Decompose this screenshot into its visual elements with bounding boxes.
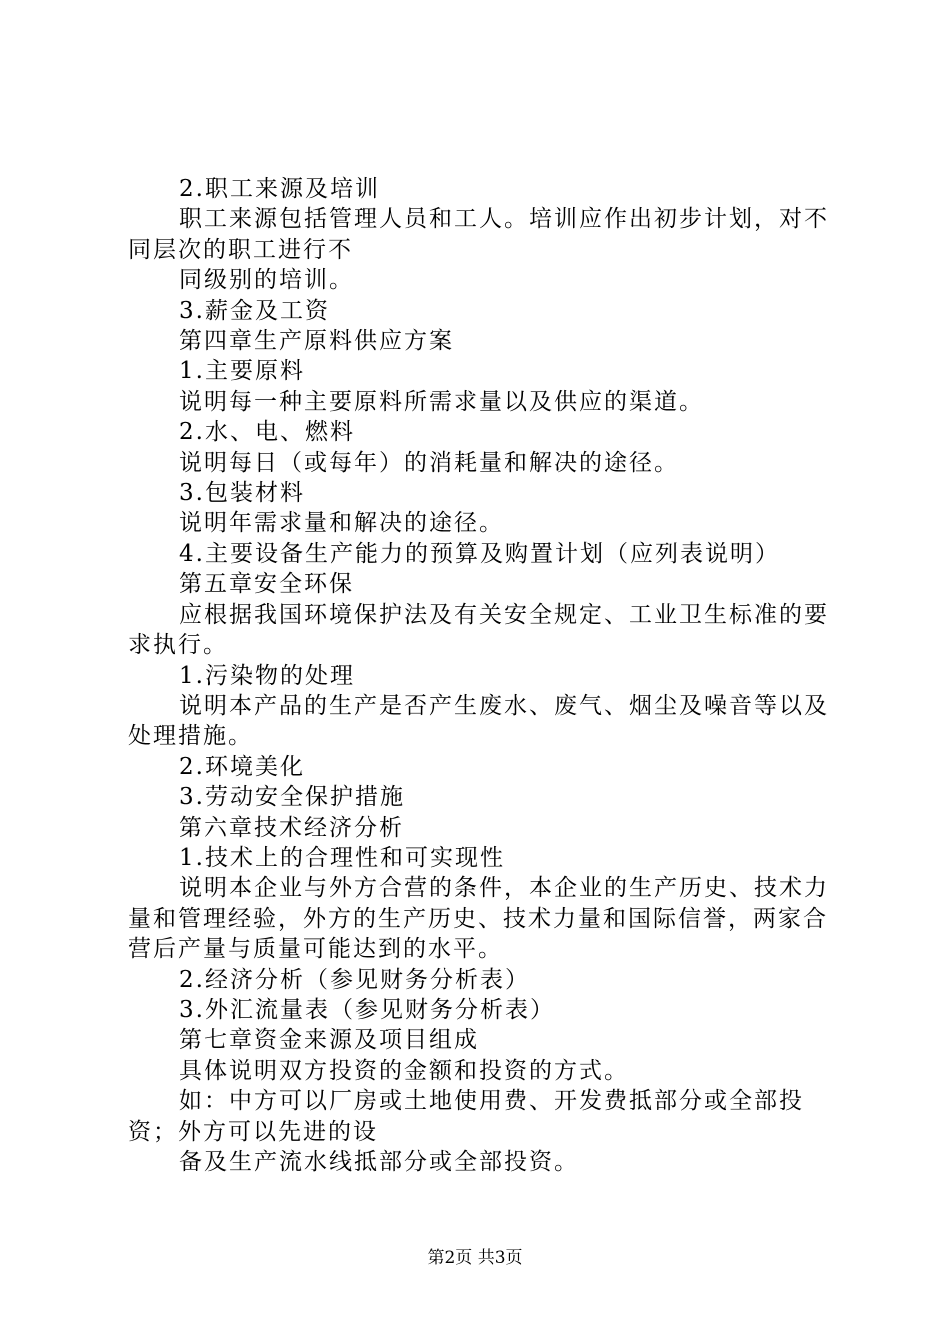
paragraph: 职工来源包括管理人员和工人。培训应作出初步计划，对不同层次的职工进行不 [128,206,829,263]
paragraph: 1.污染物的处理 [179,662,355,689]
paragraph: 2.职工来源及培训 [179,176,380,202]
chapter-heading: 第五章安全环保 [179,571,354,598]
paragraph: 3.包装材料 [179,480,305,507]
paragraph: 4.主要设备生产能力的预算及购置计划（应列表说明） [179,540,780,567]
paragraph: 3.薪金及工资 [179,297,330,324]
paragraph: 说明每一种主要原料所需求量以及供应的渠道。 [179,388,704,415]
paragraph: 说明每日（或每年）的消耗量和解决的途径。 [179,449,679,476]
paragraph: 3.外汇流量表（参见财务分析表） [179,996,555,1023]
chapter-heading: 第六章技术经济分析 [179,814,404,841]
paragraph: 2.经济分析（参见财务分析表） [179,966,530,993]
paragraph: 说明本企业与外方合营的条件，本企业的生产历史、技术力量和管理经验，外方的生产历史、技术力量和国际信誉，两家合营后产量与质量可能达到的水平。 [128,875,829,963]
paragraph: 3.劳动安全保护措施 [179,784,405,811]
paragraph: 2.水、电、燃料 [179,419,355,446]
document-body [128,174,836,1177]
paragraph: 应根据我国环境保护法及有关安全规定、工业卫生标准的要求执行。 [128,601,829,659]
paragraph: 2.环境美化 [179,753,305,780]
paragraph: 备及生产流水线抵部分或全部投资。 [179,1149,579,1175]
paragraph: 具体说明双方投资的金额和投资的方式。 [179,1057,629,1084]
paragraph: 如：中方可以厂房或土地使用费、开发费抵部分或全部投资；外方可以先进的设 [128,1088,804,1145]
chapter-heading: 第四章生产原料供应方案 [179,328,454,355]
paragraph: 1.技术上的合理性和可实现性 [179,844,505,871]
page-number-footer: 第2页 共3页 [427,1248,523,1268]
paragraph: 同级别的培训。 [179,267,354,294]
paragraph: 1.主要原料 [179,358,305,385]
paragraph: 说明本产品的生产是否产生废水、废气、烟尘及噪音等以及处理措施。 [128,692,829,750]
chapter-heading: 第七章资金来源及项目组成 [179,1027,479,1054]
paragraph: 说明年需求量和解决的途径。 [179,510,504,537]
